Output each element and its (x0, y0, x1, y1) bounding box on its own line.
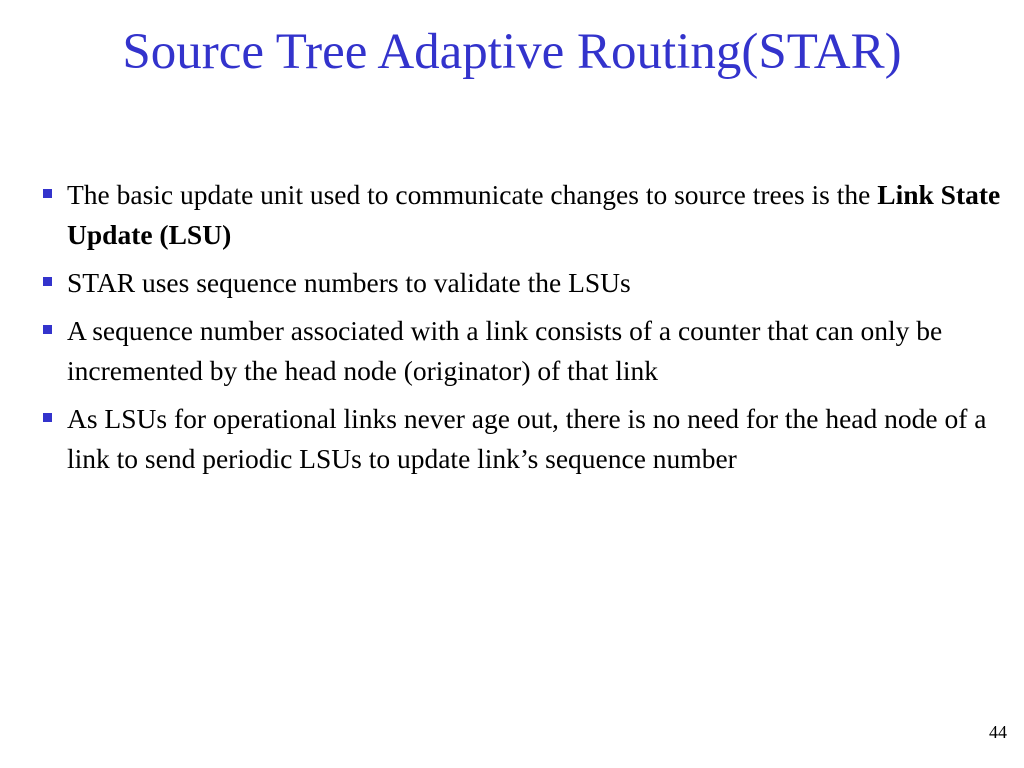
bullet-text: A sequence number associated with a link consists of a counter that can only be incremented by the head node (originator) of that link (67, 315, 943, 386)
bullet-item-age-out (42, 399, 1002, 479)
bullet-text: STAR uses sequence numbers to validate the LSUs (67, 267, 631, 298)
bullet-text: The basic update unit used to communicate changes to source trees is the (67, 179, 878, 210)
square-bullet-icon (43, 413, 52, 422)
page-number: 44 (989, 722, 1007, 742)
bullet-bold-term: Link State Update (LSU) (67, 179, 1001, 250)
bullet-item-lsu (42, 175, 1002, 255)
bullet-item-counter (42, 311, 1002, 391)
bullet-text: As LSUs for operational links never age out, there is no need for the head node of a link to send periodic LSUs to update link’s sequence number (67, 403, 987, 474)
bullet-item-sequence-numbers (42, 263, 1002, 303)
square-bullet-icon (43, 189, 52, 198)
bullet-list (42, 175, 1002, 487)
square-bullet-icon (43, 325, 52, 334)
square-bullet-icon (43, 277, 52, 286)
slide-title: Source Tree Adaptive Routing(STAR) (122, 24, 902, 80)
